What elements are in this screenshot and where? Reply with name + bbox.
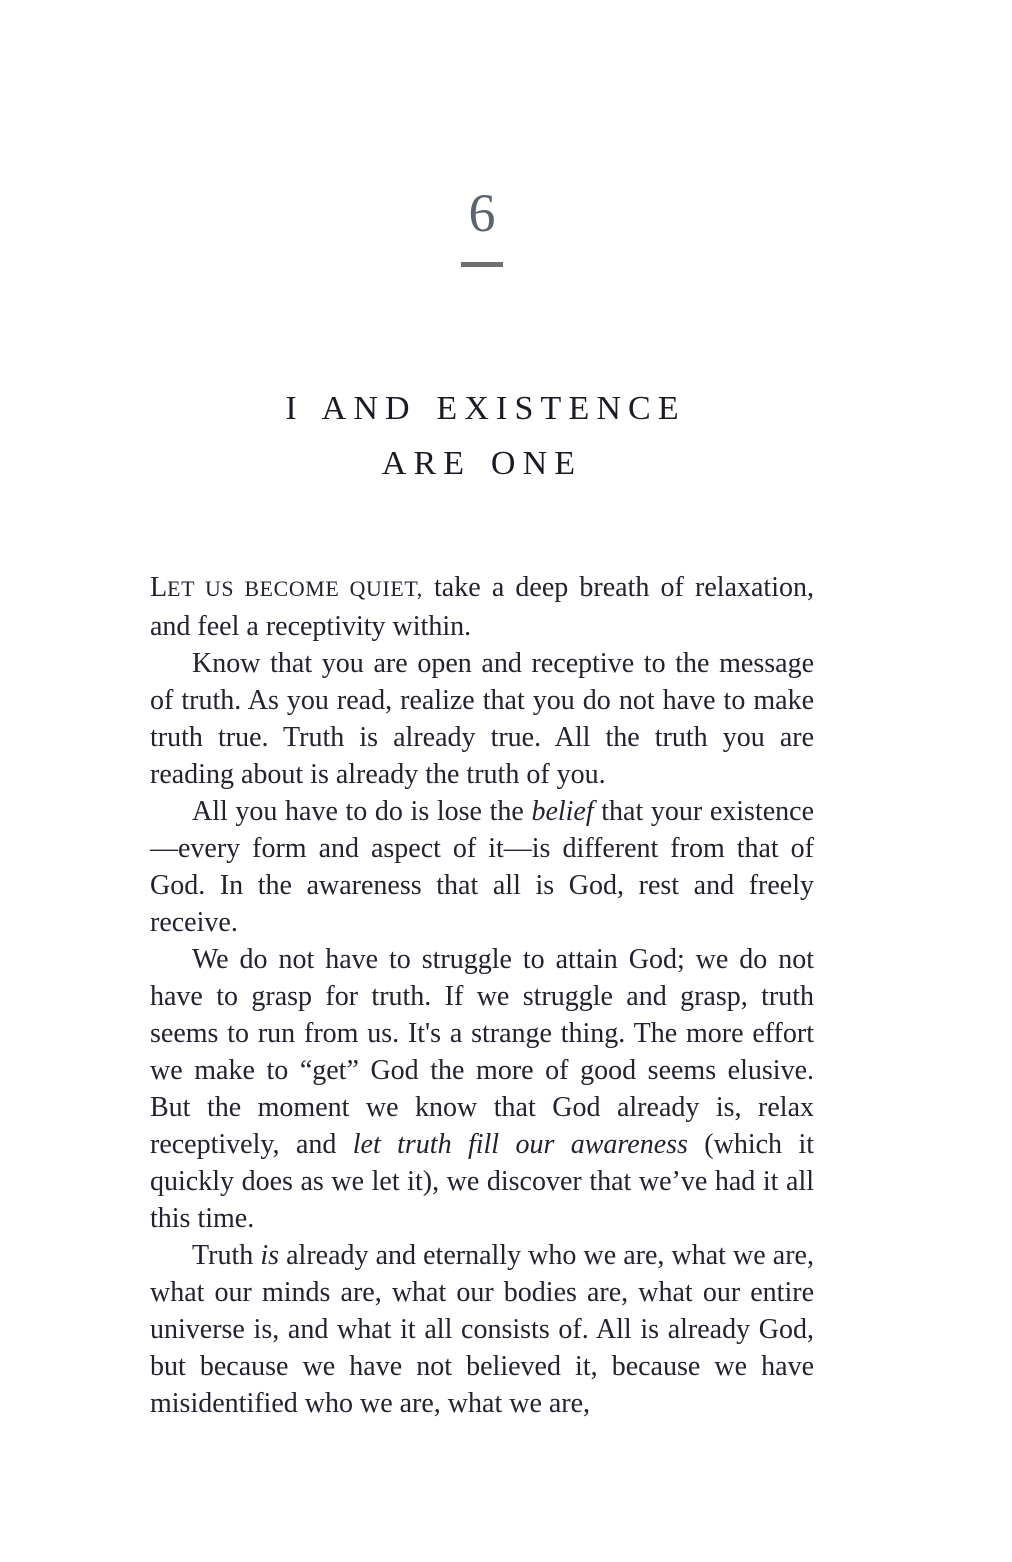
paragraph bbox=[150, 941, 814, 1237]
text-segment-italic: is bbox=[260, 1240, 280, 1271]
chapter-title-line-2: ARE ONE bbox=[381, 445, 583, 482]
chapter-body-text bbox=[150, 569, 814, 1422]
paragraph bbox=[150, 1237, 814, 1422]
chapter-title-line-1: I AND EXISTENCE bbox=[285, 390, 686, 427]
text-segment-normal: L bbox=[150, 572, 168, 603]
paragraph bbox=[150, 569, 814, 645]
paragraph bbox=[150, 645, 814, 793]
text-segment-normal: Know that you are open and receptive to the message of truth. As you read, realize that you do not have to make truth true. Truth is already true. All the truth you are reading about is already the truth of you. bbox=[150, 648, 814, 790]
text-segment-normal: already and eternally who we are, what we are, what our minds are, what our bodies are, what our entire universe is, and what it all consists of. All is already God, but because we have not believed it, because we have misidentified who we are, what we are, bbox=[150, 1240, 814, 1419]
text-segment-normal: All you have to do is lose the bbox=[192, 796, 532, 827]
chapter-number: 6 bbox=[468, 183, 496, 243]
text-segment-italic: let truth fill our awareness bbox=[352, 1129, 688, 1160]
text-segment-normal: take a deep breath of relaxation, and feel a receptivity within. bbox=[150, 572, 814, 642]
chapter-title bbox=[150, 381, 814, 491]
text-segment-normal: that your existence—every form and aspect of it—is different from that of God. In the awareness that all is God, rest and freely receive. bbox=[150, 796, 815, 938]
text-segment-normal: We do not have to struggle to attain God; we do not have to grasp for truth. If we struggle and grasp, truth seems to run from us. It's a strange thing. The more effort we make to “get” God the more of good seems elusive. But the moment we know that God already is, relax receptively, and bbox=[150, 944, 814, 1160]
paragraph bbox=[150, 793, 814, 941]
chapter-rule-divider bbox=[461, 262, 503, 267]
text-segment-smallcaps: ET US BECOME QUIET, bbox=[167, 577, 423, 601]
text-segment-normal: (which it quickly does as we let it), we discover that we’ve had it all this time. bbox=[150, 1129, 814, 1234]
text-column bbox=[150, 0, 814, 1422]
text-segment-italic: belief bbox=[531, 796, 594, 827]
text-segment-normal: Truth bbox=[192, 1240, 261, 1271]
